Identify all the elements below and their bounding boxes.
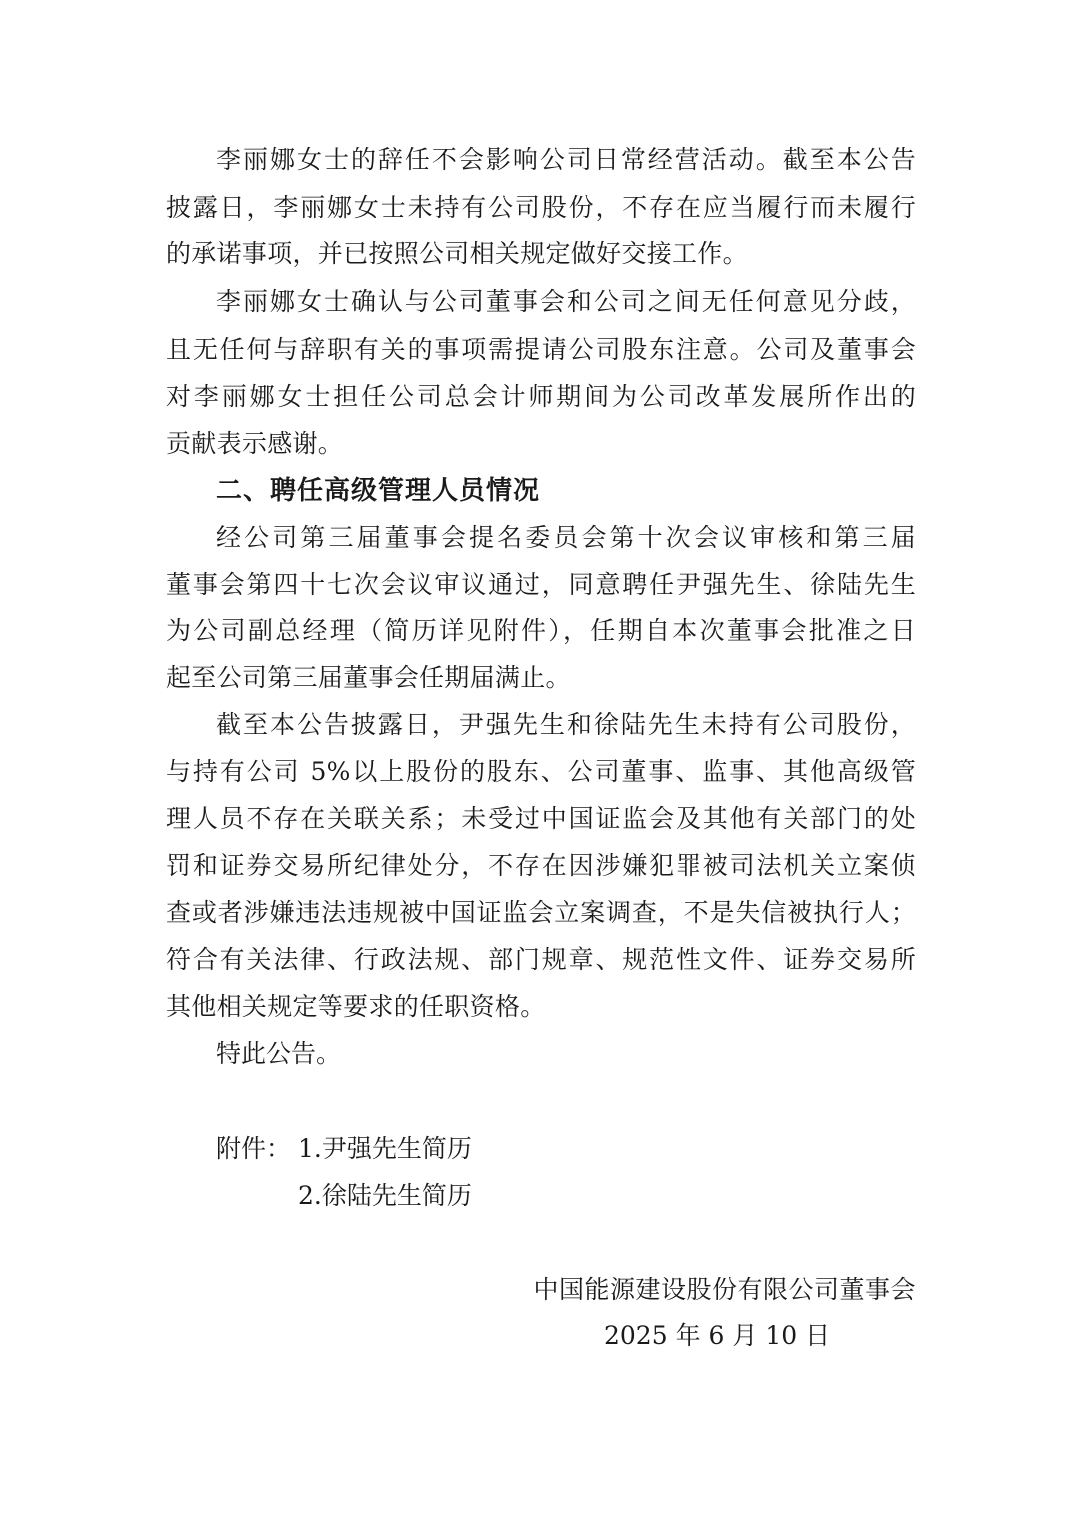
paragraph-line: 与持有公司 5%以上股份的股东、公司董事、监事、其他高级管 (166, 757, 916, 786)
paragraph-line: 起至公司第三届董事会任期届满止。 (166, 663, 571, 692)
paragraph-line: 董事会第四十七次会议审议通过，同意聘任尹强先生、徐陆先生 (166, 570, 916, 599)
attachment-item: 2.徐陆先生简历 (298, 1181, 472, 1210)
paragraph-line: 其他相关规定等要求的任职资格。 (166, 992, 546, 1021)
paragraph-line: 李丽娜女士确认与公司董事会和公司之间无任何意见分歧， (216, 287, 916, 316)
paragraph-line: 经公司第三届董事会提名委员会第十次会议审核和第三届 (216, 523, 916, 552)
closing-statement: 特此公告。 (216, 1039, 342, 1068)
paragraph-line: 罚和证券交易所纪律处分，不存在因涉嫌犯罪被司法机关立案侦 (166, 851, 916, 880)
attachment-item: 1.尹强先生简历 (298, 1134, 472, 1163)
paragraph-line: 截至本公告披露日，尹强先生和徐陆先生未持有公司股份， (216, 710, 916, 739)
paragraph-line: 李丽娜女士的辞任不会影响公司日常经营活动。截至本公告 (216, 145, 916, 174)
paragraph-line: 的承诺事项，并已按照公司相关规定做好交接工作。 (166, 239, 748, 268)
paragraph-line: 披露日，李丽娜女士未持有公司股份，不存在应当履行而未履行 (166, 193, 916, 222)
paragraph-line: 符合有关法律、行政法规、部门规章、规范性文件、证券交易所 (166, 945, 916, 974)
signing-date: 2025 年 6 月 10 日 (604, 1321, 831, 1350)
paragraph-line: 贡献表示感谢。 (166, 429, 344, 458)
section-heading: 二、聘任高级管理人员情况 (216, 476, 541, 506)
paragraph-line: 查或者涉嫌违法违规被中国证监会立案调查，不是失信被执行人； (166, 898, 916, 927)
paragraph-line: 理人员不存在关联关系；未受过中国证监会及其他有关部门的处 (166, 804, 916, 833)
attachments-label: 附件： (216, 1134, 292, 1163)
signing-organization: 中国能源建设股份有限公司董事会 (533, 1275, 916, 1304)
paragraph-line: 对李丽娜女士担任公司总会计师期间为公司改革发展所作出的 (166, 382, 916, 411)
paragraph-line: 且无任何与辞职有关的事项需提请公司股东注意。公司及董事会 (166, 335, 916, 364)
paragraph-line: 为公司副总经理（简历详见附件），任期自本次董事会批准之日 (166, 616, 916, 645)
